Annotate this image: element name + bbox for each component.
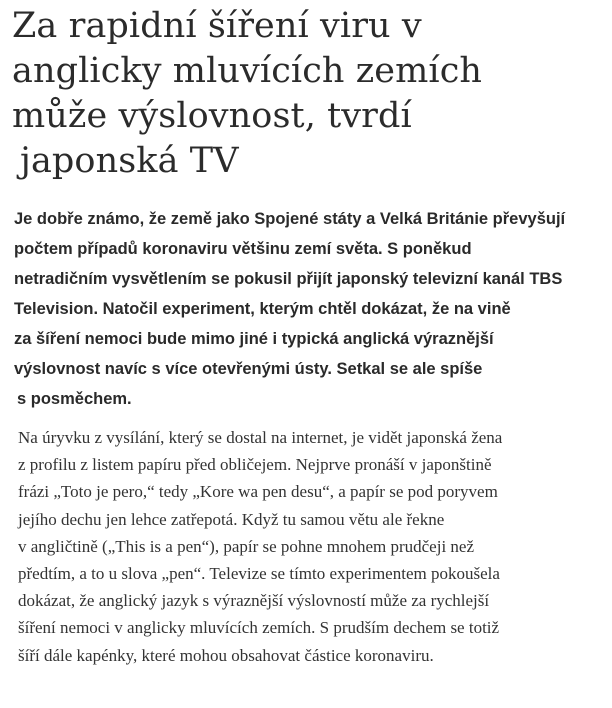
article-headline xyxy=(12,4,602,184)
body-line: jejího dechu jen lehce zatřepotá. Když tu samou větu ale řekne xyxy=(18,509,445,529)
perex-line: s posměchem. xyxy=(17,390,132,408)
body-line: šíří dále kapénky, které mohou obsahovat částice koronaviru. xyxy=(18,645,434,665)
body-line: z profilu z listem papíru před obličejem. Nejprve pronáší v japonštině xyxy=(18,455,492,475)
article-perex xyxy=(14,204,604,414)
body-line: šíření nemoci v anglicky mluvících zemích. S prudším dechem se totiž xyxy=(18,618,500,638)
headline-line: japonská TV xyxy=(20,141,239,181)
body-line: předtím, a to u slova „pen“. Televize se tímto experimentem pokoušela xyxy=(18,564,500,584)
body-line: frázi „Toto je pero,“ tedy „Kore wa pen desu“, a papír se pod poryvem xyxy=(18,482,498,502)
perex-line: netradičním vysvětlením se pokusil přijít japonský televizní kanál TBS xyxy=(14,270,563,288)
perex-line: za šíření nemoci bude mimo jiné i typická anglická výraznější xyxy=(14,330,494,348)
perex-line: počtem případů koronaviru většinu zemí světa. S poněkud xyxy=(14,240,472,258)
headline-line: anglicky mluvících zemích xyxy=(12,51,483,91)
body-line: Na úryvku z vysílání, který se dostal na internet, je vidět japonská žena xyxy=(18,428,503,447)
headline-line: může výslovnost, tvrdí xyxy=(12,96,412,136)
article-body-paragraph xyxy=(18,424,604,669)
perex-line: Je dobře známo, že země jako Spojené státy a Velká Británie převyšují xyxy=(14,210,566,228)
perex-line: Television. Natočil experiment, kterým chtěl dokázat, že na vině xyxy=(14,300,511,318)
body-line: v angličtině („This is a pen“), papír se pohne mnohem prudčeji než xyxy=(18,536,475,556)
headline-line: Za rapidní šíření viru v xyxy=(12,6,422,46)
perex-line: výslovnost navíc s více otevřenými ústy. Setkal se ale spíše xyxy=(14,360,483,378)
body-line: dokázat, že anglický jazyk s výraznější výslovností může za rychlejší xyxy=(18,591,490,611)
